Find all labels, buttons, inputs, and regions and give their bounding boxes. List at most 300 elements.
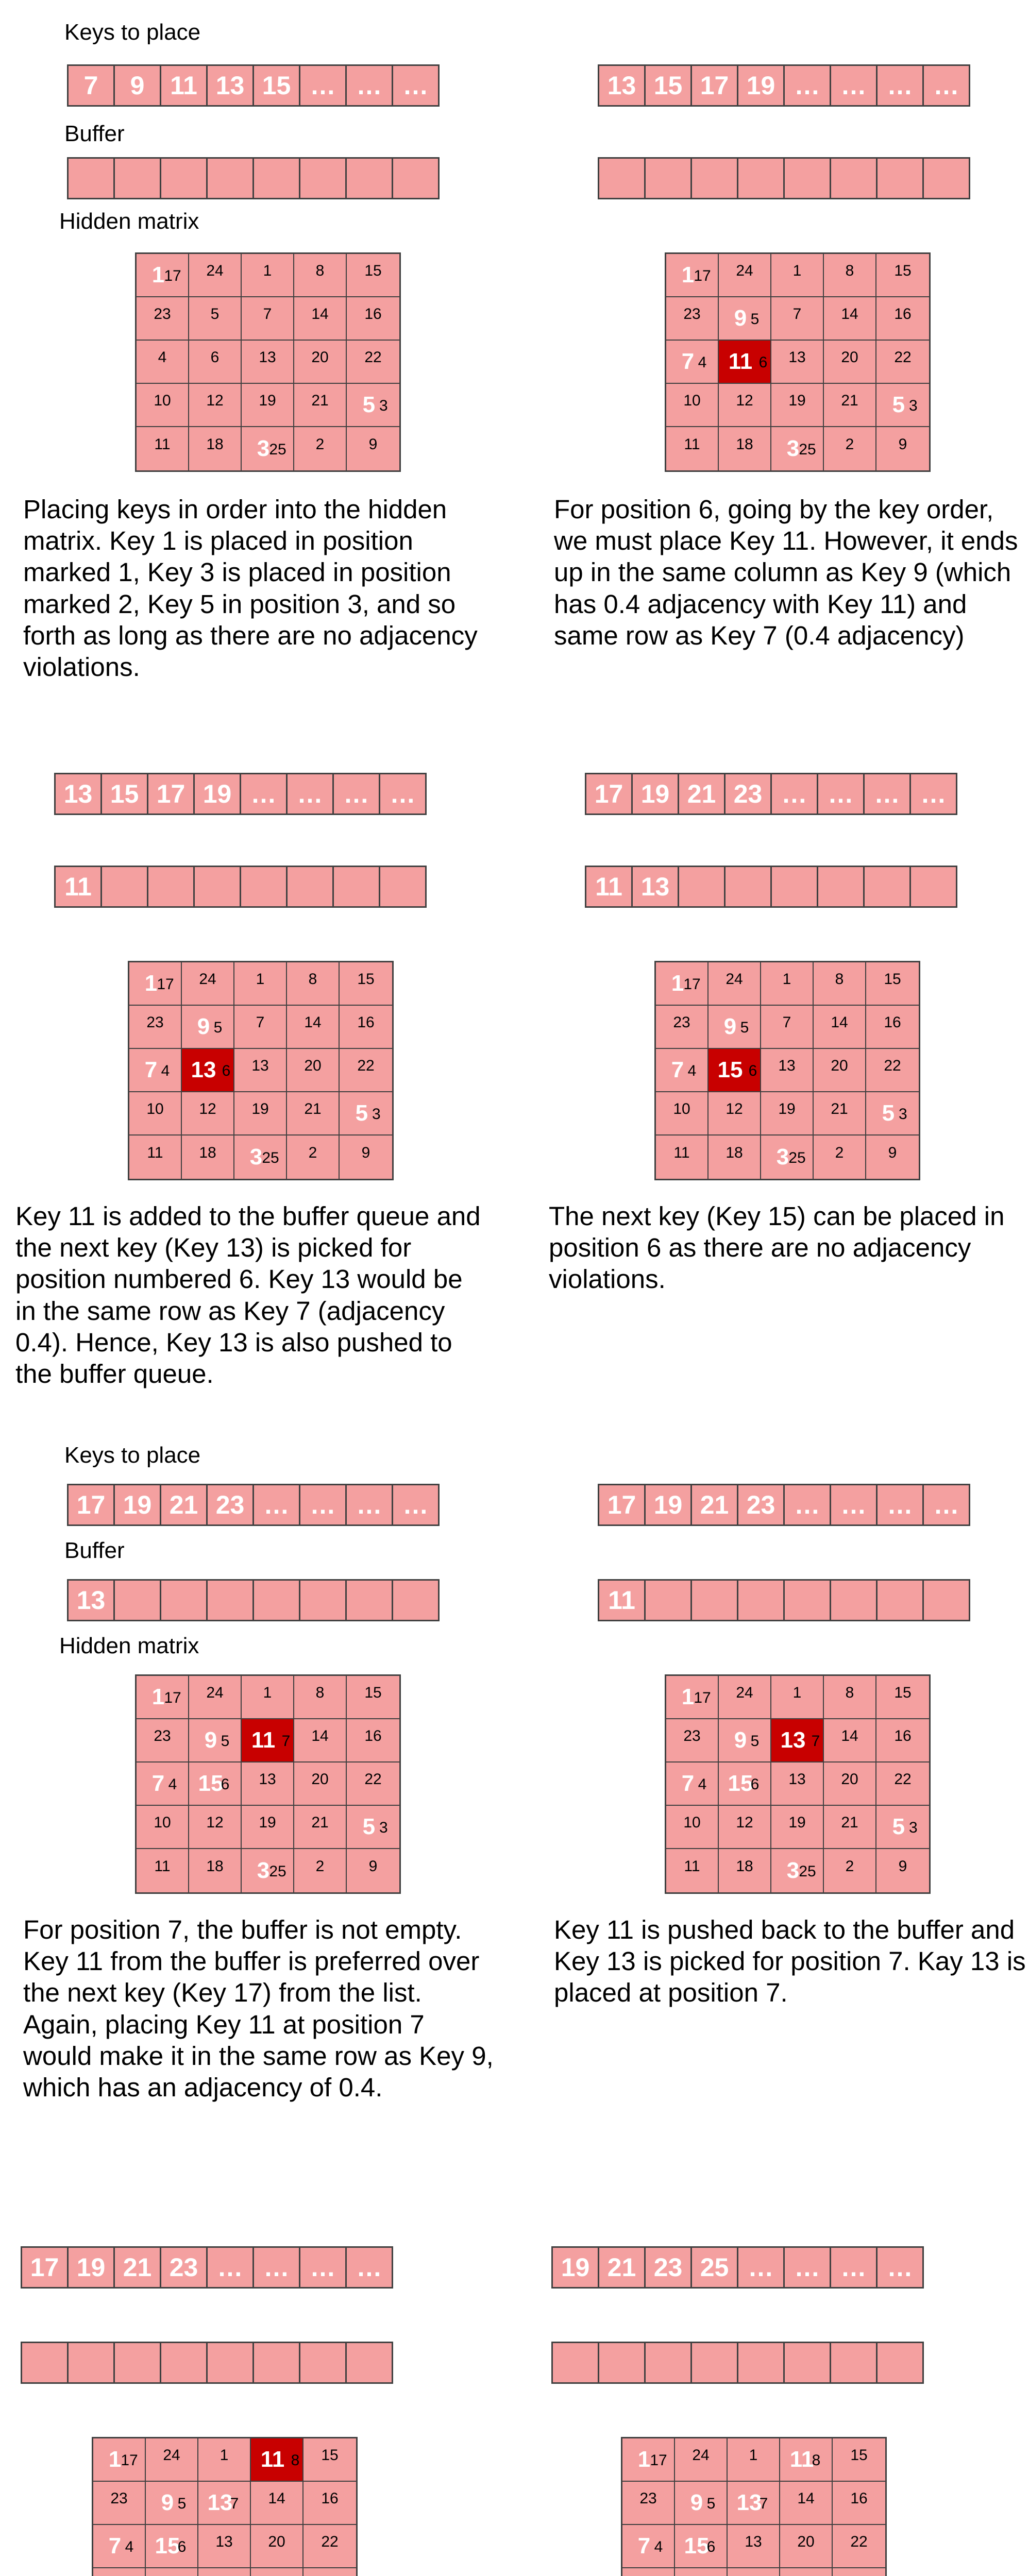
position-number: 21 — [841, 1814, 858, 1831]
position-number: 10 — [154, 392, 171, 409]
placed-key: 13 — [736, 2490, 762, 2515]
buffer-cell — [876, 1579, 924, 1621]
buffer-cell — [551, 2342, 599, 2384]
matrix-cell — [287, 962, 340, 1006]
matrix-cell — [137, 1676, 189, 1719]
key-cell: 21 — [160, 1484, 208, 1526]
matrix-cell — [129, 1049, 182, 1092]
matrix-cell — [675, 2482, 728, 2525]
matrix-cell — [761, 1136, 814, 1179]
placed-key: 1 — [681, 1684, 695, 1709]
key-cell: 23 — [724, 773, 772, 815]
position-number: 11 — [684, 435, 700, 453]
position-number: 7 — [759, 2495, 768, 2512]
placed-key: 3 — [249, 1144, 263, 1170]
position-number: 24 — [736, 262, 753, 279]
buffer-cell — [770, 866, 818, 908]
buffer-cell — [830, 1579, 878, 1621]
position-number: 20 — [311, 348, 329, 366]
position-number: 14 — [268, 2489, 285, 2507]
matrix-cell — [876, 427, 929, 470]
buffer-cell — [830, 157, 878, 199]
buffer-cell — [252, 1579, 300, 1621]
position-number: 22 — [321, 2533, 339, 2550]
buffer-cell — [863, 866, 911, 908]
position-number: 14 — [311, 1727, 329, 1744]
key-cell: 19 — [631, 773, 679, 815]
placed-key: 3 — [776, 1144, 789, 1170]
position-number: 14 — [831, 1013, 848, 1031]
key-cell: … — [286, 773, 334, 815]
placed-key: 7 — [671, 1057, 684, 1082]
matrix-cell — [189, 1806, 242, 1849]
buffer-row — [67, 1579, 440, 1621]
keys-to-place-label: Keys to place — [64, 1443, 201, 1468]
position-number: 19 — [251, 1100, 269, 1117]
matrix-cell — [876, 1762, 929, 1806]
position-number: 13 — [778, 1057, 796, 1074]
matrix-cell — [814, 1092, 866, 1136]
keys-row — [585, 773, 957, 815]
keys-row — [598, 1484, 970, 1526]
matrix-cell — [675, 2438, 728, 2482]
position-number: 16 — [894, 1727, 912, 1744]
position-number: 13 — [251, 1057, 269, 1074]
position-number: 1 — [263, 262, 272, 279]
position-number: 2 — [315, 1857, 325, 1875]
placed-key: 9 — [690, 2490, 703, 2515]
matrix-cell — [814, 962, 866, 1006]
position-number: 17 — [683, 975, 701, 993]
matrix-cell — [824, 254, 876, 297]
matrix-cell — [866, 1049, 919, 1092]
buffer-cell — [345, 157, 393, 199]
placed-key: 1 — [151, 1684, 165, 1709]
placed-key: 11 — [260, 2447, 285, 2472]
key-cell: 19 — [193, 773, 241, 815]
matrix-cell — [771, 254, 824, 297]
buffer-cell — [299, 2342, 347, 2384]
matrix-cell — [189, 341, 242, 384]
keys-row — [598, 64, 970, 107]
matrix-cell — [93, 2482, 146, 2525]
matrix-cell — [294, 1719, 347, 1762]
matrix-cell — [251, 2482, 303, 2525]
key-cell: … — [876, 2246, 924, 2289]
matrix-cell — [771, 1762, 824, 1806]
matrix-cell — [771, 1719, 824, 1762]
placed-key: 13 — [780, 1727, 806, 1753]
position-number: 11 — [154, 435, 171, 453]
position-number: 17 — [157, 975, 174, 993]
matrix-cell — [182, 1136, 234, 1179]
position-number: 5 — [706, 2495, 716, 2512]
buffer-cell — [876, 157, 924, 199]
key-cell: … — [206, 2246, 254, 2289]
key-cell: … — [299, 64, 347, 107]
position-number: 8 — [812, 2451, 821, 2469]
key-cell: … — [830, 2246, 878, 2289]
placed-key: 15 — [155, 2533, 180, 2558]
buffer-cell — [252, 2342, 300, 2384]
key-cell: … — [863, 773, 911, 815]
matrix-cell — [709, 1049, 761, 1092]
matrix-cell — [666, 1849, 719, 1892]
key-cell: 21 — [113, 2246, 161, 2289]
matrix-cell — [622, 2525, 675, 2568]
buffer-row — [598, 1579, 970, 1621]
matrix-cell — [876, 384, 929, 427]
position-number: 4 — [654, 2538, 663, 2555]
position-number: 23 — [146, 1013, 164, 1031]
buffer-cell — [598, 157, 646, 199]
key-cell: … — [783, 1484, 831, 1526]
placed-key: 3 — [257, 1858, 270, 1883]
matrix-cell — [234, 962, 287, 1006]
matrix-cell — [761, 1049, 814, 1092]
placed-key: 5 — [882, 1100, 895, 1126]
position-number: 12 — [726, 1100, 743, 1117]
buffer-cell — [67, 157, 115, 199]
position-number: 25 — [788, 1149, 806, 1166]
placed-key: 15 — [728, 1771, 753, 1796]
position-number: 13 — [259, 348, 276, 366]
matrix-cell — [294, 1762, 347, 1806]
position-number: 4 — [158, 348, 167, 366]
position-number: 8 — [308, 970, 317, 988]
matrix-cell — [866, 1092, 919, 1136]
position-number: 19 — [788, 1814, 806, 1831]
step-description: The next key (Key 15) can be placed in position 6 as there are no adjacency violations. — [549, 1201, 1005, 1294]
buffer-cell — [817, 866, 865, 908]
buffer-cell — [147, 866, 195, 908]
placed-key: 9 — [197, 1014, 210, 1039]
position-number: 14 — [311, 305, 329, 323]
key-cell: 15 — [252, 64, 300, 107]
step-description: For position 6, going by the key order, we must place Key 11. However, it ends up in the same column as Key 9 (which has 0.4 adjacency with Key 11) and same row as Key 7 (0.4 adjacency) — [554, 495, 1018, 650]
matrix-cell — [833, 2568, 885, 2576]
matrix-cell — [287, 1006, 340, 1049]
matrix-cell — [294, 1806, 347, 1849]
matrix-cell — [719, 1719, 771, 1762]
position-number: 14 — [304, 1013, 322, 1031]
placed-key: 9 — [734, 1727, 747, 1753]
matrix-cell — [771, 384, 824, 427]
position-number: 24 — [199, 970, 216, 988]
position-number: 16 — [321, 2489, 339, 2507]
position-number: 5 — [221, 1732, 230, 1750]
buffer-cell — [737, 1579, 785, 1621]
matrix-cell — [876, 1719, 929, 1762]
matrix-cell — [251, 2525, 303, 2568]
position-number: 17 — [650, 2451, 667, 2469]
position-number: 8 — [845, 262, 854, 279]
position-number: 4 — [698, 353, 707, 371]
matrix-cell — [833, 2482, 885, 2525]
matrix-cell — [347, 1719, 399, 1762]
position-number: 4 — [698, 1775, 707, 1793]
position-number: 18 — [206, 1857, 224, 1875]
matrix-cell — [824, 384, 876, 427]
position-number: 15 — [884, 970, 901, 988]
buffer-cell — [392, 1579, 440, 1621]
matrix-cell — [189, 1849, 242, 1892]
position-number: 15 — [357, 970, 375, 988]
buffer-cell — [299, 1579, 347, 1621]
position-number: 3 — [909, 1819, 918, 1836]
position-number: 25 — [799, 1862, 816, 1880]
position-number: 20 — [841, 1770, 858, 1788]
placed-key: 1 — [144, 971, 158, 996]
matrix-cell — [666, 297, 719, 341]
matrix-cell — [666, 1762, 719, 1806]
matrix-cell — [234, 1136, 287, 1179]
buffer-cell — [922, 1579, 970, 1621]
matrix-cell — [340, 1092, 392, 1136]
buffer-row — [67, 157, 440, 199]
matrix-cell — [728, 2438, 780, 2482]
placed-key: 11 — [251, 1727, 276, 1753]
key-cell: 17 — [585, 773, 633, 815]
matrix-cell — [182, 1092, 234, 1136]
position-number: 7 — [811, 1732, 820, 1750]
buffer-cell — [345, 1579, 393, 1621]
key-cell: … — [817, 773, 865, 815]
matrix-cell — [189, 297, 242, 341]
matrix-cell — [666, 341, 719, 384]
key-cell: 19 — [551, 2246, 599, 2289]
matrix-cell — [198, 2568, 251, 2576]
keys-row — [54, 773, 427, 815]
matrix-cell — [294, 254, 347, 297]
matrix-cell — [824, 1806, 876, 1849]
key-cell: 13 — [54, 773, 102, 815]
matrix-cell — [728, 2482, 780, 2525]
matrix-cell — [666, 384, 719, 427]
position-number: 14 — [797, 2489, 815, 2507]
matrix-cell — [666, 1676, 719, 1719]
matrix-cell — [675, 2568, 728, 2576]
key-cell: … — [345, 64, 393, 107]
placed-key: 1 — [681, 262, 695, 287]
buffer-cell — [876, 2342, 924, 2384]
position-number: 18 — [199, 1144, 216, 1161]
keys-row — [551, 2246, 924, 2289]
matrix-cell — [137, 1719, 189, 1762]
buffer-cell — [830, 2342, 878, 2384]
matrix-cell — [728, 2525, 780, 2568]
position-number: 13 — [788, 348, 806, 366]
buffer-cell — [909, 866, 957, 908]
matrix-cell — [666, 1806, 719, 1849]
placed-key: 1 — [151, 262, 165, 287]
key-cell: … — [783, 2246, 831, 2289]
key-cell: … — [379, 773, 427, 815]
buffer-cell — [286, 866, 334, 908]
matrix-cell — [303, 2438, 356, 2482]
position-number: 19 — [259, 1814, 276, 1831]
position-number: 22 — [894, 348, 912, 366]
matrix-cell — [719, 1849, 771, 1892]
matrix-cell — [728, 2568, 780, 2576]
placed-key: 11 — [728, 349, 753, 374]
buffer-cell: 11 — [598, 1579, 646, 1621]
key-cell: 21 — [598, 2246, 646, 2289]
matrix-cell — [242, 1806, 294, 1849]
position-number: 17 — [694, 267, 711, 284]
keys-to-place-label: Keys to place — [64, 20, 201, 45]
key-cell: 15 — [100, 773, 148, 815]
position-number: 9 — [888, 1144, 897, 1161]
buffer-cell: 13 — [67, 1579, 115, 1621]
buffer-cell — [21, 2342, 69, 2384]
matrix-cell — [137, 427, 189, 470]
key-cell: 17 — [598, 1484, 646, 1526]
matrix-cell — [234, 1049, 287, 1092]
buffer-cell — [392, 157, 440, 199]
matrix-cell — [709, 1006, 761, 1049]
matrix-cell — [656, 1092, 709, 1136]
position-number: 6 — [750, 1775, 760, 1793]
position-number: 23 — [154, 1727, 171, 1744]
matrix-cell — [146, 2438, 198, 2482]
key-cell: … — [830, 1484, 878, 1526]
matrix-cell — [709, 1092, 761, 1136]
matrix-cell — [251, 2568, 303, 2576]
buffer-cell — [299, 157, 347, 199]
placed-key: 5 — [362, 1814, 376, 1839]
matrix-cell — [824, 1676, 876, 1719]
position-number: 2 — [845, 1857, 854, 1875]
matrix-cell — [824, 1762, 876, 1806]
position-number: 25 — [799, 440, 816, 458]
matrix-cell — [189, 1719, 242, 1762]
buffer-cell — [783, 1579, 831, 1621]
position-number: 11 — [147, 1144, 163, 1161]
position-number: 20 — [841, 348, 858, 366]
position-number: 9 — [361, 1144, 370, 1161]
position-number: 3 — [372, 1105, 381, 1123]
hidden-matrix-label: Hidden matrix — [59, 1633, 199, 1658]
key-cell: … — [240, 773, 288, 815]
buffer-cell — [644, 157, 692, 199]
key-cell: … — [770, 773, 818, 815]
matrix-cell — [242, 1762, 294, 1806]
position-number: 12 — [736, 392, 753, 409]
matrix-cell — [866, 1006, 919, 1049]
position-number: 2 — [308, 1144, 317, 1161]
position-number: 21 — [831, 1100, 848, 1117]
position-number: 9 — [898, 435, 907, 453]
matrix-cell — [719, 297, 771, 341]
position-number: 2 — [835, 1144, 844, 1161]
position-number: 11 — [154, 1857, 171, 1875]
position-number: 8 — [845, 1684, 854, 1701]
hidden-matrix — [665, 1674, 931, 1894]
matrix-cell — [719, 1762, 771, 1806]
matrix-cell — [622, 2482, 675, 2525]
matrix-cell — [242, 1676, 294, 1719]
matrix-cell — [234, 1092, 287, 1136]
key-cell: 25 — [690, 2246, 738, 2289]
buffer-cell — [724, 866, 772, 908]
placed-key: 1 — [108, 2447, 122, 2472]
buffer-cell — [737, 2342, 785, 2384]
position-number: 10 — [146, 1100, 164, 1117]
placed-key: 7 — [637, 2533, 651, 2558]
matrix-cell — [129, 1092, 182, 1136]
position-number: 6 — [706, 2538, 716, 2555]
matrix-cell — [137, 384, 189, 427]
position-number: 17 — [164, 267, 181, 284]
key-cell: … — [876, 1484, 924, 1526]
buffer-cell — [644, 2342, 692, 2384]
placed-key: 15 — [198, 1771, 224, 1796]
matrix-cell — [761, 1006, 814, 1049]
placed-key: 13 — [207, 2490, 233, 2515]
buffer-cell — [345, 2342, 393, 2384]
position-number: 18 — [736, 1857, 753, 1875]
position-number: 20 — [831, 1057, 848, 1074]
matrix-cell — [182, 1006, 234, 1049]
position-number: 19 — [778, 1100, 796, 1117]
position-number: 22 — [364, 348, 382, 366]
key-cell: … — [830, 64, 878, 107]
matrix-cell — [824, 1719, 876, 1762]
buffer-cell — [206, 2342, 254, 2384]
key-cell: … — [909, 773, 957, 815]
buffer-cell — [690, 1579, 738, 1621]
key-cell: … — [737, 2246, 785, 2289]
matrix-cell — [347, 1806, 399, 1849]
matrix-cell — [303, 2482, 356, 2525]
position-number: 22 — [894, 1770, 912, 1788]
position-number: 24 — [163, 2446, 180, 2464]
position-number: 3 — [379, 397, 388, 414]
matrix-cell — [93, 2568, 146, 2576]
placed-key: 11 — [789, 2447, 814, 2472]
matrix-cell — [709, 962, 761, 1006]
key-cell: … — [392, 64, 440, 107]
position-number: 16 — [894, 305, 912, 323]
buffer-row — [585, 866, 957, 908]
buffer-row — [54, 866, 427, 908]
matrix-cell — [675, 2525, 728, 2568]
position-number: 7 — [230, 2495, 239, 2512]
matrix-cell — [833, 2438, 885, 2482]
placed-key: 7 — [681, 349, 695, 374]
matrix-cell — [251, 2438, 303, 2482]
matrix-cell — [340, 1049, 392, 1092]
position-number: 14 — [841, 1727, 858, 1744]
matrix-cell — [824, 341, 876, 384]
matrix-cell — [137, 297, 189, 341]
key-cell: 17 — [21, 2246, 69, 2289]
matrix-cell — [780, 2525, 833, 2568]
matrix-cell — [242, 254, 294, 297]
matrix-cell — [771, 1806, 824, 1849]
position-number: 23 — [683, 1727, 701, 1744]
step-description: Placing keys in order into the hidden matrix. Key 1 is placed in position marked 1, Key 3 is placed in position marked 2, Key 5 in position 3, and so forth as long as there are no adjacency violations. — [23, 495, 478, 682]
key-cell: … — [345, 1484, 393, 1526]
buffer-row — [598, 157, 970, 199]
matrix-cell — [189, 254, 242, 297]
placed-key: 13 — [191, 1057, 216, 1082]
key-cell: 13 — [206, 64, 254, 107]
matrix-cell — [294, 1676, 347, 1719]
position-number: 17 — [121, 2451, 138, 2469]
placed-key: 3 — [257, 436, 270, 461]
